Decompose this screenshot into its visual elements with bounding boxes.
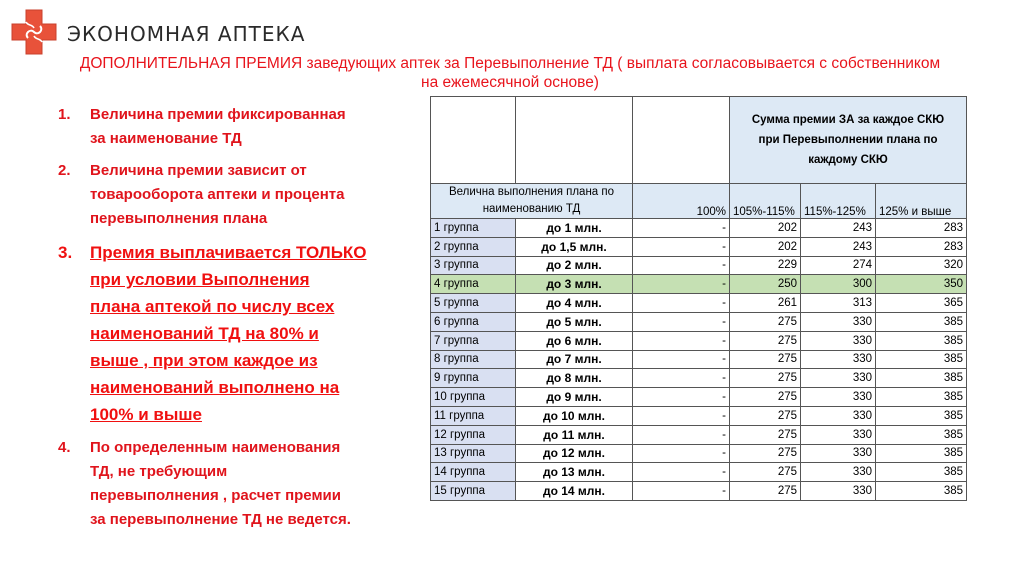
turnover-cell: до 1,5 млн. bbox=[516, 237, 633, 256]
bonus-105-cell: 202 bbox=[730, 237, 801, 256]
group-cell: 1 группа bbox=[431, 219, 516, 238]
bonus-125-cell: 385 bbox=[876, 406, 967, 425]
list-item-line: товарооборота аптеки и процента bbox=[90, 186, 345, 203]
bonus-105-cell: 250 bbox=[730, 275, 801, 294]
turnover-cell: до 7 млн. bbox=[516, 350, 633, 369]
header-blank-cell bbox=[633, 97, 730, 184]
plan-100-cell: - bbox=[633, 275, 730, 294]
list-item-line: Премия выплачивается ТОЛЬКО bbox=[90, 243, 367, 262]
bonus-125-cell: 283 bbox=[876, 219, 967, 238]
plan-100-cell: - bbox=[633, 237, 730, 256]
group-cell: 10 группа bbox=[431, 388, 516, 407]
list-item-text bbox=[90, 159, 398, 231]
bonus-125-cell: 385 bbox=[876, 388, 967, 407]
list-item-line: наименований ТД на 80% и bbox=[90, 324, 319, 343]
plan-100-cell: - bbox=[633, 294, 730, 313]
group-cell: 12 группа bbox=[431, 425, 516, 444]
turnover-cell: до 5 млн. bbox=[516, 312, 633, 331]
group-cell: 14 группа bbox=[431, 463, 516, 482]
plan-100-cell: - bbox=[633, 312, 730, 331]
bonus-125-cell: 385 bbox=[876, 463, 967, 482]
group-cell: 15 группа bbox=[431, 482, 516, 501]
list-item-line: перевыполнения плана bbox=[90, 210, 268, 227]
bonus-125-cell: 385 bbox=[876, 350, 967, 369]
title-line-1: ДОПОЛНИТЕЛЬНАЯ ПРЕМИЯ заведующих аптек за Перевыполнение ТД ( выплата согласовывается с собственником bbox=[79, 55, 941, 72]
bonus-table bbox=[430, 96, 967, 501]
turnover-cell: до 9 млн. bbox=[516, 388, 633, 407]
group-cell: 11 группа bbox=[431, 406, 516, 425]
bonus-115-cell: 243 bbox=[801, 237, 876, 256]
bonus-105-cell: 275 bbox=[730, 444, 801, 463]
plan-100-cell: - bbox=[633, 463, 730, 482]
list-item-line: наименований выполнено на bbox=[90, 378, 340, 397]
list-item-line: 100% и выше bbox=[90, 405, 202, 424]
bonus-125-cell: 283 bbox=[876, 237, 967, 256]
list-item-line: перевыполнения , расчет премии bbox=[90, 487, 341, 504]
bonus-105-cell: 275 bbox=[730, 369, 801, 388]
plan-100-cell: - bbox=[633, 482, 730, 501]
list-item-number: 2. bbox=[58, 162, 71, 179]
sum-header-line: Сумма премии ЗА за каждое СКЮ bbox=[751, 114, 945, 126]
plan-header-line: наименованию ТД bbox=[482, 203, 581, 215]
turnover-cell: до 6 млн. bbox=[516, 331, 633, 350]
bonus-105-cell: 275 bbox=[730, 350, 801, 369]
table-row bbox=[431, 219, 967, 238]
list-item-line: ТД, не требующим bbox=[90, 463, 228, 480]
sum-header-line: при Перевыполнении плана по bbox=[758, 134, 938, 146]
plan-100-cell: - bbox=[633, 350, 730, 369]
list-item-line: Величина премии фиксированная bbox=[90, 106, 346, 123]
turnover-cell: до 1 млн. bbox=[516, 219, 633, 238]
bonus-105-cell: 229 bbox=[730, 256, 801, 275]
table-row bbox=[431, 482, 967, 501]
bonus-125-cell: 385 bbox=[876, 425, 967, 444]
list-item bbox=[58, 159, 398, 231]
group-cell: 13 группа bbox=[431, 444, 516, 463]
bonus-105-cell: 275 bbox=[730, 406, 801, 425]
header-blank-cell bbox=[516, 97, 633, 184]
table-row bbox=[431, 275, 967, 294]
plan-100-cell: - bbox=[633, 388, 730, 407]
table-row bbox=[431, 388, 967, 407]
table-row bbox=[431, 425, 967, 444]
list-item-line: выше , при этом каждое из bbox=[90, 351, 318, 370]
list-item-number: 4. bbox=[58, 439, 71, 456]
turnover-cell: до 14 млн. bbox=[516, 482, 633, 501]
plan-100-cell: - bbox=[633, 331, 730, 350]
table-row bbox=[431, 294, 967, 313]
turnover-cell: до 11 млн. bbox=[516, 425, 633, 444]
turnover-cell: до 8 млн. bbox=[516, 369, 633, 388]
bonus-105-cell: 275 bbox=[730, 388, 801, 407]
bonus-125-cell: 385 bbox=[876, 312, 967, 331]
bonus-105-cell: 275 bbox=[730, 425, 801, 444]
plan-100-cell: - bbox=[633, 425, 730, 444]
plan-header bbox=[431, 184, 633, 219]
plan-100-cell: - bbox=[633, 369, 730, 388]
plan-header-line: Велична выполнения плана по bbox=[448, 186, 615, 198]
brand-name: ЭКОНОМНАЯ АПТЕКА bbox=[67, 22, 306, 46]
table-row bbox=[431, 406, 967, 425]
bonus-105-cell: 275 bbox=[730, 463, 801, 482]
bonus-105-cell: 275 bbox=[730, 331, 801, 350]
sum-header-line: каждому СКЮ bbox=[808, 154, 888, 166]
bonus-115-cell: 313 bbox=[801, 294, 876, 313]
turnover-cell: до 13 млн. bbox=[516, 463, 633, 482]
bonus-125-cell: 385 bbox=[876, 444, 967, 463]
table-row bbox=[431, 331, 967, 350]
bonus-115-cell: 300 bbox=[801, 275, 876, 294]
plan-100-cell: - bbox=[633, 444, 730, 463]
list-item-number: 3. bbox=[58, 243, 73, 262]
list-item bbox=[58, 239, 398, 428]
list-item-text bbox=[90, 103, 398, 151]
bonus-125-cell: 320 bbox=[876, 256, 967, 275]
turnover-cell: до 4 млн. bbox=[516, 294, 633, 313]
turnover-cell: до 10 млн. bbox=[516, 406, 633, 425]
group-cell: 8 группа bbox=[431, 350, 516, 369]
bonus-115-cell: 330 bbox=[801, 406, 876, 425]
bonus-125-cell: 365 bbox=[876, 294, 967, 313]
pharmacy-cross-logo-icon bbox=[10, 8, 58, 56]
plan-100-cell: - bbox=[633, 219, 730, 238]
bonus-115-cell: 330 bbox=[801, 331, 876, 350]
bonus-125-cell: 385 bbox=[876, 369, 967, 388]
table-row bbox=[431, 463, 967, 482]
group-cell: 3 группа bbox=[431, 256, 516, 275]
table-row bbox=[431, 256, 967, 275]
list-item-line: при условии Выполнения bbox=[90, 270, 310, 289]
list-item-line: за перевыполнение ТД не ведется. bbox=[90, 511, 351, 528]
list-item-line: за наименование ТД bbox=[90, 130, 242, 147]
bonus-115-cell: 330 bbox=[801, 312, 876, 331]
group-cell: 4 группа bbox=[431, 275, 516, 294]
table-subheader-row bbox=[431, 184, 967, 219]
bonus-115-cell: 243 bbox=[801, 219, 876, 238]
table-header-row bbox=[431, 97, 967, 184]
group-cell: 7 группа bbox=[431, 331, 516, 350]
col-100-header: 100% bbox=[633, 184, 730, 219]
plan-100-cell: - bbox=[633, 406, 730, 425]
turnover-cell: до 12 млн. bbox=[516, 444, 633, 463]
table-row bbox=[431, 444, 967, 463]
bonus-105-cell: 275 bbox=[730, 312, 801, 331]
bonus-125-cell: 385 bbox=[876, 331, 967, 350]
list-item-number: 1. bbox=[58, 106, 71, 123]
page-title bbox=[30, 54, 990, 92]
bonus-115-cell: 330 bbox=[801, 388, 876, 407]
plan-100-cell: - bbox=[633, 256, 730, 275]
group-cell: 6 группа bbox=[431, 312, 516, 331]
list-item-line: По определенным наименования bbox=[90, 439, 341, 456]
header-blank-cell bbox=[431, 97, 516, 184]
table-row bbox=[431, 237, 967, 256]
list-item bbox=[58, 103, 398, 151]
table-row bbox=[431, 350, 967, 369]
group-cell: 2 группа bbox=[431, 237, 516, 256]
list-item-line: Величина премии зависит от bbox=[90, 162, 307, 179]
bonus-105-cell: 261 bbox=[730, 294, 801, 313]
list-item-text bbox=[90, 436, 398, 532]
table-row bbox=[431, 312, 967, 331]
list-item bbox=[58, 436, 398, 532]
col-105-header: 105%-115% bbox=[730, 184, 801, 219]
title-line-2: на ежемесячной основе) bbox=[421, 74, 599, 91]
bonus-115-cell: 330 bbox=[801, 425, 876, 444]
turnover-cell: до 2 млн. bbox=[516, 256, 633, 275]
conditions-list bbox=[58, 103, 398, 540]
turnover-cell: до 3 млн. bbox=[516, 275, 633, 294]
group-cell: 9 группа bbox=[431, 369, 516, 388]
list-item-text bbox=[90, 239, 398, 428]
bonus-105-cell: 275 bbox=[730, 482, 801, 501]
bonus-115-cell: 330 bbox=[801, 463, 876, 482]
bonus-115-cell: 330 bbox=[801, 444, 876, 463]
list-item-line: плана аптекой по числу всех bbox=[90, 297, 335, 316]
bonus-115-cell: 330 bbox=[801, 369, 876, 388]
bonus-115-cell: 330 bbox=[801, 482, 876, 501]
bonus-105-cell: 202 bbox=[730, 219, 801, 238]
sum-header bbox=[730, 97, 967, 184]
bonus-125-cell: 350 bbox=[876, 275, 967, 294]
bonus-115-cell: 330 bbox=[801, 350, 876, 369]
col-115-header: 115%-125% bbox=[801, 184, 876, 219]
bonus-125-cell: 385 bbox=[876, 482, 967, 501]
table-row bbox=[431, 369, 967, 388]
group-cell: 5 группа bbox=[431, 294, 516, 313]
bonus-115-cell: 274 bbox=[801, 256, 876, 275]
col-125-header: 125% и выше bbox=[876, 184, 967, 219]
